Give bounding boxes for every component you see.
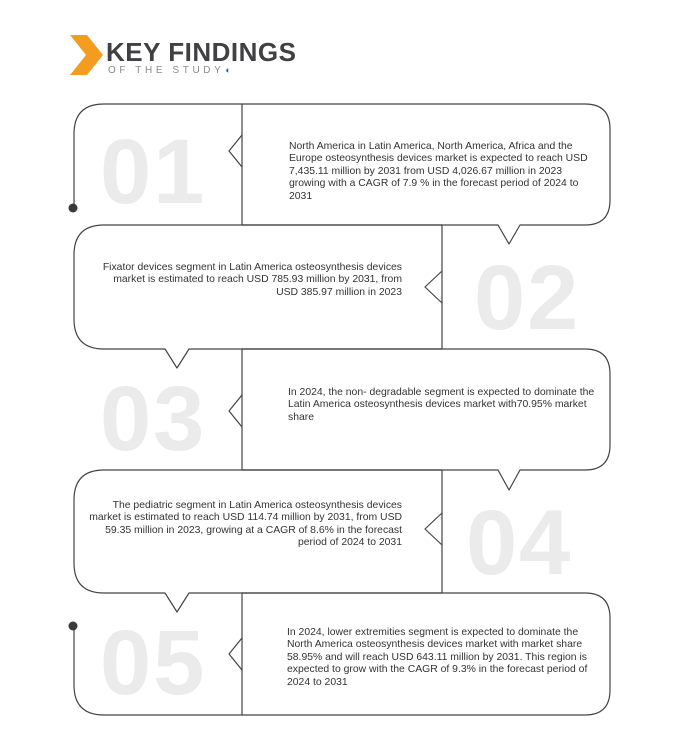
- finding-text-2: Fixator devices segment in Latin America osteosynthesis devices market is estimated to reach USD 785.93 million by 2031, from USD 385.97 million in 2023: [102, 262, 402, 298]
- page-title: KEY FINDINGS: [106, 37, 297, 67]
- finding-number-4: 04: [466, 492, 573, 594]
- finding-pointer-1: [229, 135, 242, 167]
- page-subtitle: OF THE STUDY◖: [108, 65, 230, 76]
- timeline-dot-bottom: [69, 622, 78, 631]
- finding-text-3: In 2024, the non- degradable segment is expected to dominate the Latin America osteosynthesis devices market with70.95% market share: [288, 387, 595, 423]
- finding-pointer-5: [229, 638, 242, 670]
- finding-number-1: 01: [100, 121, 207, 223]
- timeline-dot-top: [69, 204, 78, 213]
- finding-number-3: 03: [100, 368, 207, 470]
- finding-text-4: The pediatric segment in Latin America osteosynthesis devices market is estimated to reach USD 114.74 million by 2031, from USD 59.35 million in 2023, growing at a CAGR of 8.6% in the forecast period of 2024 to 2031: [89, 500, 402, 549]
- finding-text-1: North America in Latin America, North America, Africa and the Europe osteosynthesis devices market is expected to reach USD 7,435.11 million by 2031 from USD 4,026.67 million in 2023 growing with a CAGR of 7.9 % in the forecast period of 2024 to 2031: [289, 141, 588, 202]
- finding-number-2: 02: [474, 247, 581, 349]
- moon-icon: ◖: [224, 65, 230, 75]
- finding-pointer-2: [425, 271, 442, 303]
- finding-text-5: In 2024, lower extremities segment is expected to dominate the North America osteosynthesis devices market with market share 58.95% and will reach USD 643.11 million by 2031. This region is expected to grow with the CAGR of 9.3% in the forecast period of 2024 to 2031: [287, 627, 588, 688]
- finding-number-5: 05: [100, 612, 207, 714]
- finding-pointer-3: [229, 395, 242, 427]
- finding-pointer-4: [425, 513, 442, 545]
